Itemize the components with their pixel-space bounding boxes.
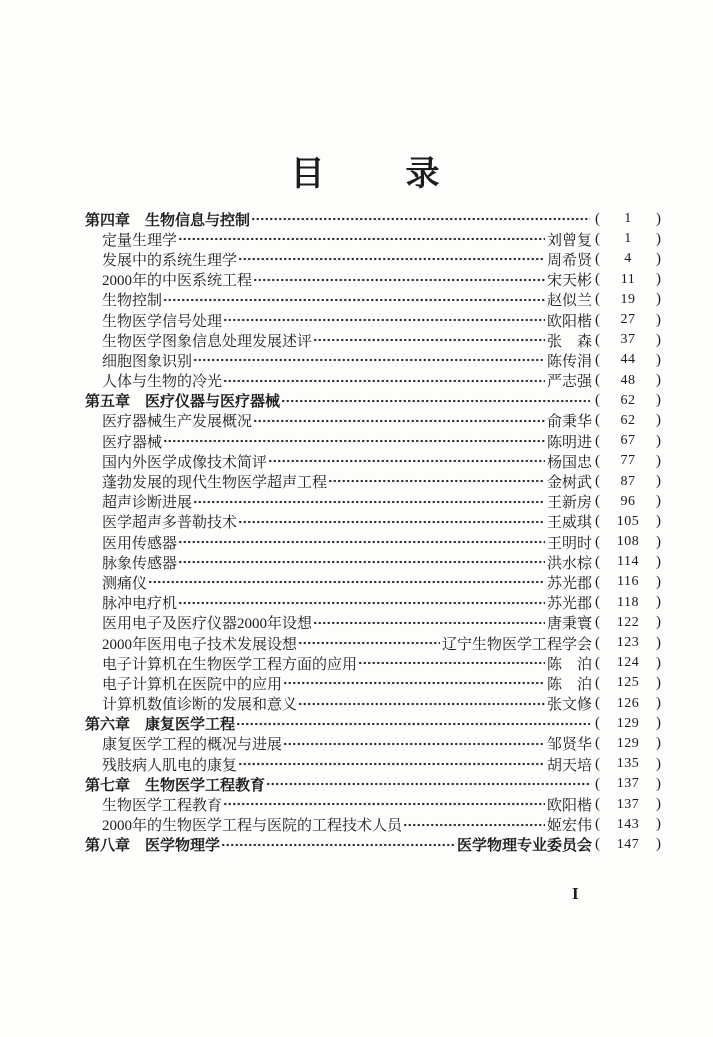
- entry-title: 细胞图象识别: [102, 353, 193, 370]
- paren-open: (: [595, 412, 600, 429]
- dot-leader: [251, 209, 590, 229]
- dot-leader: [178, 532, 545, 552]
- page-number: [595, 534, 661, 551]
- page-number: [595, 473, 661, 490]
- page-value: 19: [620, 291, 636, 307]
- paren-close: ): [656, 634, 661, 651]
- toc-chapter-row: [85, 209, 661, 229]
- chapter-title: 生物信息与控制: [145, 212, 251, 229]
- paren-close: ): [656, 695, 661, 712]
- paren-close: ): [656, 654, 661, 671]
- page-value: 87: [620, 473, 636, 489]
- paren-open: (: [595, 816, 600, 833]
- author-name: 医学物理专业委员会: [456, 838, 592, 855]
- page-value: 1: [624, 231, 632, 247]
- page-number: [595, 493, 661, 510]
- paren-open: (: [595, 372, 600, 389]
- paren-close: ): [656, 715, 661, 732]
- entry-title: 医疗器械生产发展概况: [102, 414, 253, 431]
- page-value: 118: [617, 594, 639, 610]
- author-name: 洪水棕: [546, 555, 592, 572]
- page-number: [595, 776, 661, 793]
- paren-open: (: [595, 715, 600, 732]
- dot-leader: [163, 290, 545, 310]
- chapter-title: 医学物理学: [145, 838, 221, 855]
- dot-leader: [238, 249, 545, 269]
- page-number: [595, 796, 661, 813]
- toc-entry-row: [85, 572, 661, 592]
- toc-entry-row: [85, 532, 661, 552]
- paren-close: ): [656, 412, 661, 429]
- paren-close: ): [655, 553, 661, 570]
- paren-close: ): [656, 775, 661, 792]
- paren-close: ): [656, 250, 661, 267]
- paren-open: (: [595, 674, 600, 691]
- entry-title: 康复医学工程的概况与进展: [102, 737, 283, 754]
- page-number: [595, 291, 661, 308]
- toc-entry-row: [85, 673, 661, 693]
- entry-title: 蓬勃发展的现代生物医学超声工程: [102, 475, 328, 492]
- page-number: [595, 816, 661, 833]
- dot-leader: [221, 835, 455, 855]
- page-value: 11: [620, 271, 636, 287]
- page-value: 137: [616, 796, 640, 812]
- page-number: [595, 453, 661, 470]
- author-name: 宋天彬: [546, 273, 592, 290]
- entry-title: 残肢病人肌电的康复: [102, 757, 238, 774]
- paren-open: (: [595, 755, 600, 772]
- paren-close: ): [656, 674, 661, 691]
- chapter-label: 第八章: [85, 838, 131, 855]
- page-value: 62: [620, 412, 636, 428]
- page-number: [595, 352, 661, 369]
- paren-open: (: [595, 351, 600, 368]
- paren-open: (: [595, 331, 600, 348]
- dot-leader: [281, 391, 590, 411]
- page-number: [595, 312, 661, 329]
- chapter-label: 第六章: [85, 717, 131, 734]
- paren-close: ): [656, 735, 661, 752]
- entry-title: 2000年的中医系统工程: [102, 273, 253, 290]
- author-name: 胡天培: [546, 757, 592, 774]
- paren-close: ): [656, 513, 661, 530]
- page-number: [595, 372, 661, 389]
- paren-close: ): [656, 230, 661, 247]
- paren-close: ): [656, 614, 661, 631]
- paren-close: ): [655, 573, 661, 590]
- toc-entry-row: [85, 593, 661, 613]
- paren-close: ): [656, 533, 661, 550]
- toc-entry-row: [85, 794, 661, 814]
- entry-title: 医用传感器: [102, 535, 178, 552]
- author-name: 陈 泊: [546, 676, 592, 693]
- page-value: 147: [616, 836, 640, 852]
- page-value: 44: [620, 352, 636, 368]
- dot-leader: [148, 572, 545, 592]
- page-number: [595, 735, 661, 752]
- dot-leader: [253, 270, 545, 290]
- paren-close: ): [656, 816, 661, 833]
- author-name: 苏光郡: [546, 575, 592, 592]
- toc-entry-row: [85, 290, 661, 310]
- dot-leader: [283, 673, 545, 693]
- page-number: [595, 513, 661, 530]
- author-name: 陈传涓: [546, 353, 592, 370]
- author-name: 周希贤: [546, 252, 592, 269]
- author-name: 王明时: [546, 535, 592, 552]
- dot-leader: [313, 613, 545, 633]
- dot-leader: [178, 229, 545, 249]
- author-name: 欧阳楷: [546, 798, 592, 815]
- entry-title: 脉冲电疗机: [102, 596, 178, 613]
- paren-close: ): [656, 796, 661, 813]
- entry-title: 医用电子及医疗仪器2000年设想: [102, 616, 313, 633]
- toc-chapter-row: [85, 835, 661, 855]
- toc-entry-row: [85, 229, 661, 249]
- dot-leader: [403, 815, 545, 835]
- page-value: 48: [620, 372, 636, 388]
- page-title-char: 目: [290, 156, 326, 193]
- paren-close: ): [656, 311, 661, 328]
- entry-title: 人体与生物的冷光: [102, 374, 223, 391]
- dot-leader: [178, 552, 545, 572]
- author-name: 严志强: [546, 374, 592, 391]
- author-name: 邹贤华: [546, 737, 592, 754]
- toc-entry-row: [85, 815, 661, 835]
- paren-open: (: [595, 392, 600, 409]
- author-name: 王新房: [546, 495, 592, 512]
- author-name: 张文修: [546, 697, 592, 714]
- folio-page-numeral: I: [572, 884, 579, 903]
- paren-open: (: [595, 836, 600, 853]
- author-name: 陈明进: [546, 434, 592, 451]
- paren-open: (: [595, 210, 600, 227]
- page-number: [595, 332, 661, 349]
- paren-close: ): [656, 432, 661, 449]
- paren-close: ): [656, 493, 661, 510]
- page-value: 108: [616, 534, 640, 550]
- dot-leader: [238, 512, 545, 532]
- toc-entry-row: [85, 270, 661, 290]
- paren-close: ): [656, 291, 661, 308]
- paren-open: (: [595, 553, 600, 570]
- author-name: 欧阳楷: [546, 313, 592, 330]
- toc-entry-row: [85, 411, 661, 431]
- dot-leader: [253, 411, 545, 431]
- toc-entry-row: [85, 330, 661, 350]
- page-number: [595, 715, 661, 732]
- toc-entry-row: [85, 613, 661, 633]
- page-value: 143: [616, 816, 640, 832]
- toc-entry-row: [85, 371, 661, 391]
- paren-open: (: [595, 311, 600, 328]
- entry-title: 国内外医学成像技术简评: [102, 454, 268, 471]
- dot-leader: [268, 451, 545, 471]
- paren-open: (: [595, 250, 600, 267]
- paren-close: ): [655, 271, 661, 288]
- author-name: 赵似兰: [546, 293, 592, 310]
- paren-close: ): [656, 372, 661, 389]
- page-value: 116: [617, 574, 639, 590]
- page-value: 1: [624, 211, 632, 227]
- dot-leader: [328, 471, 545, 491]
- entry-title: 医学超声多普勒技术: [102, 515, 238, 532]
- paren-open: (: [595, 493, 600, 510]
- paren-close: ): [656, 392, 661, 409]
- entry-title: 生物控制: [102, 293, 163, 310]
- paren-open: (: [595, 735, 600, 752]
- page-number: [595, 433, 661, 450]
- author-name: 苏光郡: [546, 596, 592, 613]
- author-name: 刘曾复: [546, 232, 592, 249]
- page-title-char: 录: [405, 156, 441, 193]
- page-number: [595, 231, 661, 248]
- entry-title: 电子计算机在生物医学工程方面的应用: [102, 656, 358, 673]
- page-value: 114: [617, 554, 639, 570]
- toc-entry-row: [85, 552, 661, 572]
- page-number: [595, 635, 661, 652]
- entry-title: 计算机数值诊断的发展和意义: [102, 697, 298, 714]
- paren-open: (: [595, 271, 600, 288]
- paren-close: ): [656, 331, 661, 348]
- paren-close: ): [656, 473, 661, 490]
- page-number: [595, 836, 661, 853]
- toc-chapter-row: [85, 714, 661, 734]
- dot-leader: [238, 754, 545, 774]
- paren-open: (: [595, 473, 600, 490]
- toc-entry-row: [85, 310, 661, 330]
- page-number: [595, 392, 661, 409]
- paren-open: (: [595, 594, 600, 611]
- entry-title: 生物医学工程教育: [102, 798, 223, 815]
- entry-title: 生物医学图象信息处理发展述评: [102, 333, 313, 350]
- paren-open: (: [595, 291, 600, 308]
- toc-entry-row: [85, 754, 661, 774]
- dot-leader: [313, 330, 545, 350]
- page-value: 123: [616, 635, 640, 651]
- toc-entry-row: [85, 431, 661, 451]
- entry-title: 定量生理学: [102, 232, 178, 249]
- page-number: [595, 655, 661, 672]
- page-number: [595, 695, 661, 712]
- paren-open: (: [595, 614, 600, 631]
- chapter-title: 康复医学工程: [145, 717, 236, 734]
- toc-entry-row: [85, 512, 661, 532]
- page-number: [595, 554, 661, 571]
- page-value: 122: [616, 614, 640, 630]
- dot-leader: [358, 653, 545, 673]
- entry-title: 测痛仪: [102, 575, 148, 592]
- author-name: 唐秉寰: [546, 616, 592, 633]
- page-value: 129: [616, 715, 640, 731]
- paren-close: ): [656, 452, 661, 469]
- dot-leader: [223, 794, 545, 814]
- chapter-label: 第四章: [85, 212, 131, 229]
- dot-leader: [298, 633, 440, 653]
- dot-leader: [178, 593, 545, 613]
- toc-entry-row: [85, 694, 661, 714]
- page-value: 135: [616, 756, 640, 772]
- paren-open: (: [595, 775, 600, 792]
- dot-leader: [223, 310, 545, 330]
- paren-open: (: [595, 452, 600, 469]
- paren-close: ): [656, 755, 661, 772]
- toc-entry-row: [85, 451, 661, 471]
- toc-entry-row: [85, 249, 661, 269]
- page-value: 77: [620, 453, 636, 469]
- page-number: [595, 675, 661, 692]
- paren-close: ): [656, 836, 661, 853]
- paren-close: ): [655, 594, 661, 611]
- page-value: 137: [616, 776, 640, 792]
- dot-leader: [223, 371, 545, 391]
- paren-open: (: [595, 695, 600, 712]
- paren-close: ): [656, 351, 661, 368]
- entry-title: 生物医学信号处理: [102, 313, 223, 330]
- dot-leader: [193, 350, 545, 370]
- paren-open: (: [595, 513, 600, 530]
- dot-leader: [163, 431, 545, 451]
- paren-open: (: [595, 533, 600, 550]
- page-value: 27: [620, 312, 636, 328]
- author-name: 姬宏伟: [546, 818, 592, 835]
- page-value: 129: [616, 735, 640, 751]
- entry-title: 超声诊断进展: [102, 495, 193, 512]
- dot-leader: [266, 774, 590, 794]
- page-number: [595, 271, 661, 288]
- dot-leader: [298, 694, 545, 714]
- dot-leader: [193, 492, 545, 512]
- page-number: [595, 412, 661, 429]
- entry-title: 脉象传感器: [102, 555, 178, 572]
- paren-open: (: [595, 573, 600, 590]
- page-number: [595, 614, 661, 631]
- entry-title: 2000年医用电子技术发展设想: [102, 636, 298, 653]
- toc-entry-row: [85, 471, 661, 491]
- paren-open: (: [595, 634, 600, 651]
- toc-list: [85, 209, 661, 855]
- page-value: 105: [616, 513, 640, 529]
- chapter-label: 第五章: [85, 394, 131, 411]
- page-value: 4: [624, 251, 632, 267]
- author-name: 陈 泊: [546, 656, 592, 673]
- toc-entry-row: [85, 633, 661, 653]
- entry-title: 医疗器械: [102, 434, 163, 451]
- toc-chapter-row: [85, 391, 661, 411]
- paren-close: ): [656, 210, 661, 227]
- page-value: 126: [616, 695, 640, 711]
- author-name: 俞秉华: [546, 414, 592, 431]
- author-name: 王威琪: [546, 515, 592, 532]
- paren-open: (: [595, 796, 600, 813]
- page-value: 124: [616, 655, 640, 671]
- page-value: 67: [620, 433, 636, 449]
- page-number: [595, 574, 661, 591]
- toc-entry-row: [85, 734, 661, 754]
- page-value: 62: [620, 392, 636, 408]
- page-value: 96: [620, 493, 636, 509]
- author-name: 辽宁生物医学工程学会: [441, 636, 592, 653]
- entry-title: 2000年的生物医学工程与医院的工程技术人员: [102, 818, 403, 835]
- paren-open: (: [595, 654, 600, 671]
- page-value: 37: [620, 332, 636, 348]
- dot-leader: [283, 734, 545, 754]
- toc-entry-row: [85, 350, 661, 370]
- chapter-label: 第七章: [85, 777, 131, 794]
- chapter-title: 生物医学工程教育: [145, 777, 266, 794]
- dot-leader: [236, 714, 590, 734]
- author-name: 金树武: [546, 475, 592, 492]
- toc-entry-row: [85, 653, 661, 673]
- author-name: 张 森: [546, 333, 592, 350]
- toc-chapter-row: [85, 774, 661, 794]
- page-title: [0, 146, 713, 195]
- entry-title: 发展中的系统生理学: [102, 252, 238, 269]
- entry-title: 电子计算机在医院中的应用: [102, 676, 283, 693]
- toc-entry-row: [85, 492, 661, 512]
- chapter-title: 医疗仪器与医疗器械: [145, 394, 281, 411]
- page-number: [595, 756, 661, 773]
- page-number: [595, 251, 661, 268]
- page-number: [595, 594, 661, 611]
- author-name: 杨国忠: [546, 454, 592, 471]
- paren-open: (: [595, 230, 600, 247]
- paren-open: (: [595, 432, 600, 449]
- page-number: [595, 211, 661, 228]
- page-value: 125: [616, 675, 640, 691]
